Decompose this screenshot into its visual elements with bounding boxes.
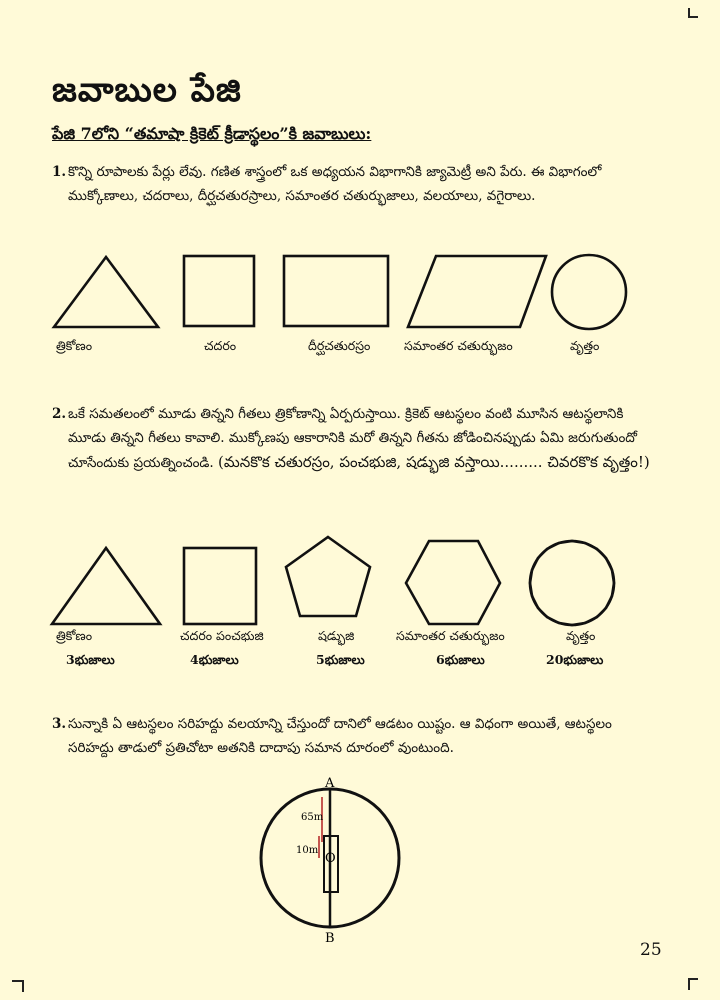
question-3	[52, 712, 652, 760]
square-shape-2	[184, 548, 256, 624]
distance-65m-label: 65m	[301, 812, 324, 823]
question-2-line-3: చూసేందుకు ప్రయత్నించండి.	[68, 455, 214, 471]
point-b-label: B	[325, 931, 335, 946]
shape-label-parallelogram-2: సమాంతర చతుర్భుజం	[396, 628, 505, 643]
field-diagram	[261, 776, 399, 946]
side-count-3: 3భుజాలు	[66, 652, 115, 667]
question-2-line-1: ఒకే సమతలంలో మూడు తిన్నని గీతలు త్రికోణాన్ని ఏర్పరుస్తాయి. క్రికెట్ ఆటస్థలం వంటి మూసిన ఆటస్థలానికి	[68, 406, 624, 422]
shape-label-parallelogram: సమాంతర చతుర్భుజం	[404, 338, 513, 353]
question-2-parenthetical: (మనకొక చతురస్రం, పంచభుజి, షడ్భుజి వస్తాయి......... చివరకొక వృత్తం!)	[218, 453, 650, 471]
side-count-6: 6భుజాలు	[436, 652, 485, 667]
hexagon-shape	[406, 541, 500, 624]
point-a-label: A	[325, 776, 335, 791]
question-3-number: 3.	[52, 716, 67, 732]
shape-label-circle: వృత్తం	[570, 338, 600, 353]
point-o-label: O	[325, 851, 336, 866]
shape-label-triangle-2: త్రికోణం	[56, 628, 93, 643]
question-2-number: 2.	[52, 406, 67, 422]
rectangle-shape	[284, 256, 388, 326]
side-count-5: 5భుజాలు	[316, 652, 365, 667]
section-heading: పేజి 7లోని “తమాషా క్రికెట్ క్రీడాస్థలం”కి జవాబులు:	[52, 124, 372, 143]
triangle-shape-2	[52, 548, 160, 624]
distance-10m-label: 10m	[296, 845, 319, 856]
square-shape	[184, 256, 254, 326]
triangle-shape	[54, 257, 158, 327]
shape-label-square: చదరం	[204, 338, 237, 353]
icosagon-shape	[530, 541, 614, 625]
pentagon-shape	[286, 537, 370, 616]
shape-label-square-pentagon: చదరం పంచభుజి	[180, 628, 264, 643]
parallelogram-shape	[408, 256, 546, 327]
question-2	[52, 402, 652, 475]
page-title: జవాబుల పేజి	[52, 70, 242, 110]
shape-label-circle-2: వృత్తం	[566, 628, 596, 643]
shape-label-rectangle: దీర్ఘచతురస్రం	[308, 338, 371, 353]
question-1-line-1: కొన్ని రూపాలకు పేర్లు లేవు. గణిత శాస్త్రంలో ఒక అధ్యయన విభాగానికి జ్యామెట్రీ అని పేరు. ఈ విభాగంలో	[68, 164, 602, 180]
page-number: 25	[640, 940, 662, 960]
question-3-line-1: సున్నాకి ఏ ఆటస్థలం సరిహద్దు వలయాన్ని చేస్తుందో దానిలో ఆడటం యిష్టం. ఆ విధంగా అయితే, ఆటస్థలం	[68, 716, 612, 732]
question-3-line-2: సరిహద్దు తాడులో ప్రతిచోటా అతనికి దాదాపు సమాన దూరంలో వుంటుంది.	[68, 740, 454, 756]
shape-label-triangle: త్రికోణం	[56, 338, 93, 353]
side-count-20: 20భుజాలు	[546, 652, 604, 667]
shape-label-hexagon: షడ్భుజి	[318, 628, 355, 643]
side-count-4: 4భుజాలు	[190, 652, 239, 667]
question-1-line-2: ముక్కోణాలు, చదరాలు, దీర్ఘచతురస్రాలు, సమాంతర చతుర్భుజాలు, వలయాలు, వగైరాలు.	[68, 188, 536, 204]
circle-shape	[552, 255, 626, 329]
question-2-line-2: మూడు తిన్నని గీతలు కావాలి. ముక్కోణపు ఆకారానికి మరో తిన్నని గీతను జోడించినప్పుడు ఏమి జరుగుతుందో	[68, 430, 638, 446]
question-1-number: 1.	[52, 164, 67, 180]
